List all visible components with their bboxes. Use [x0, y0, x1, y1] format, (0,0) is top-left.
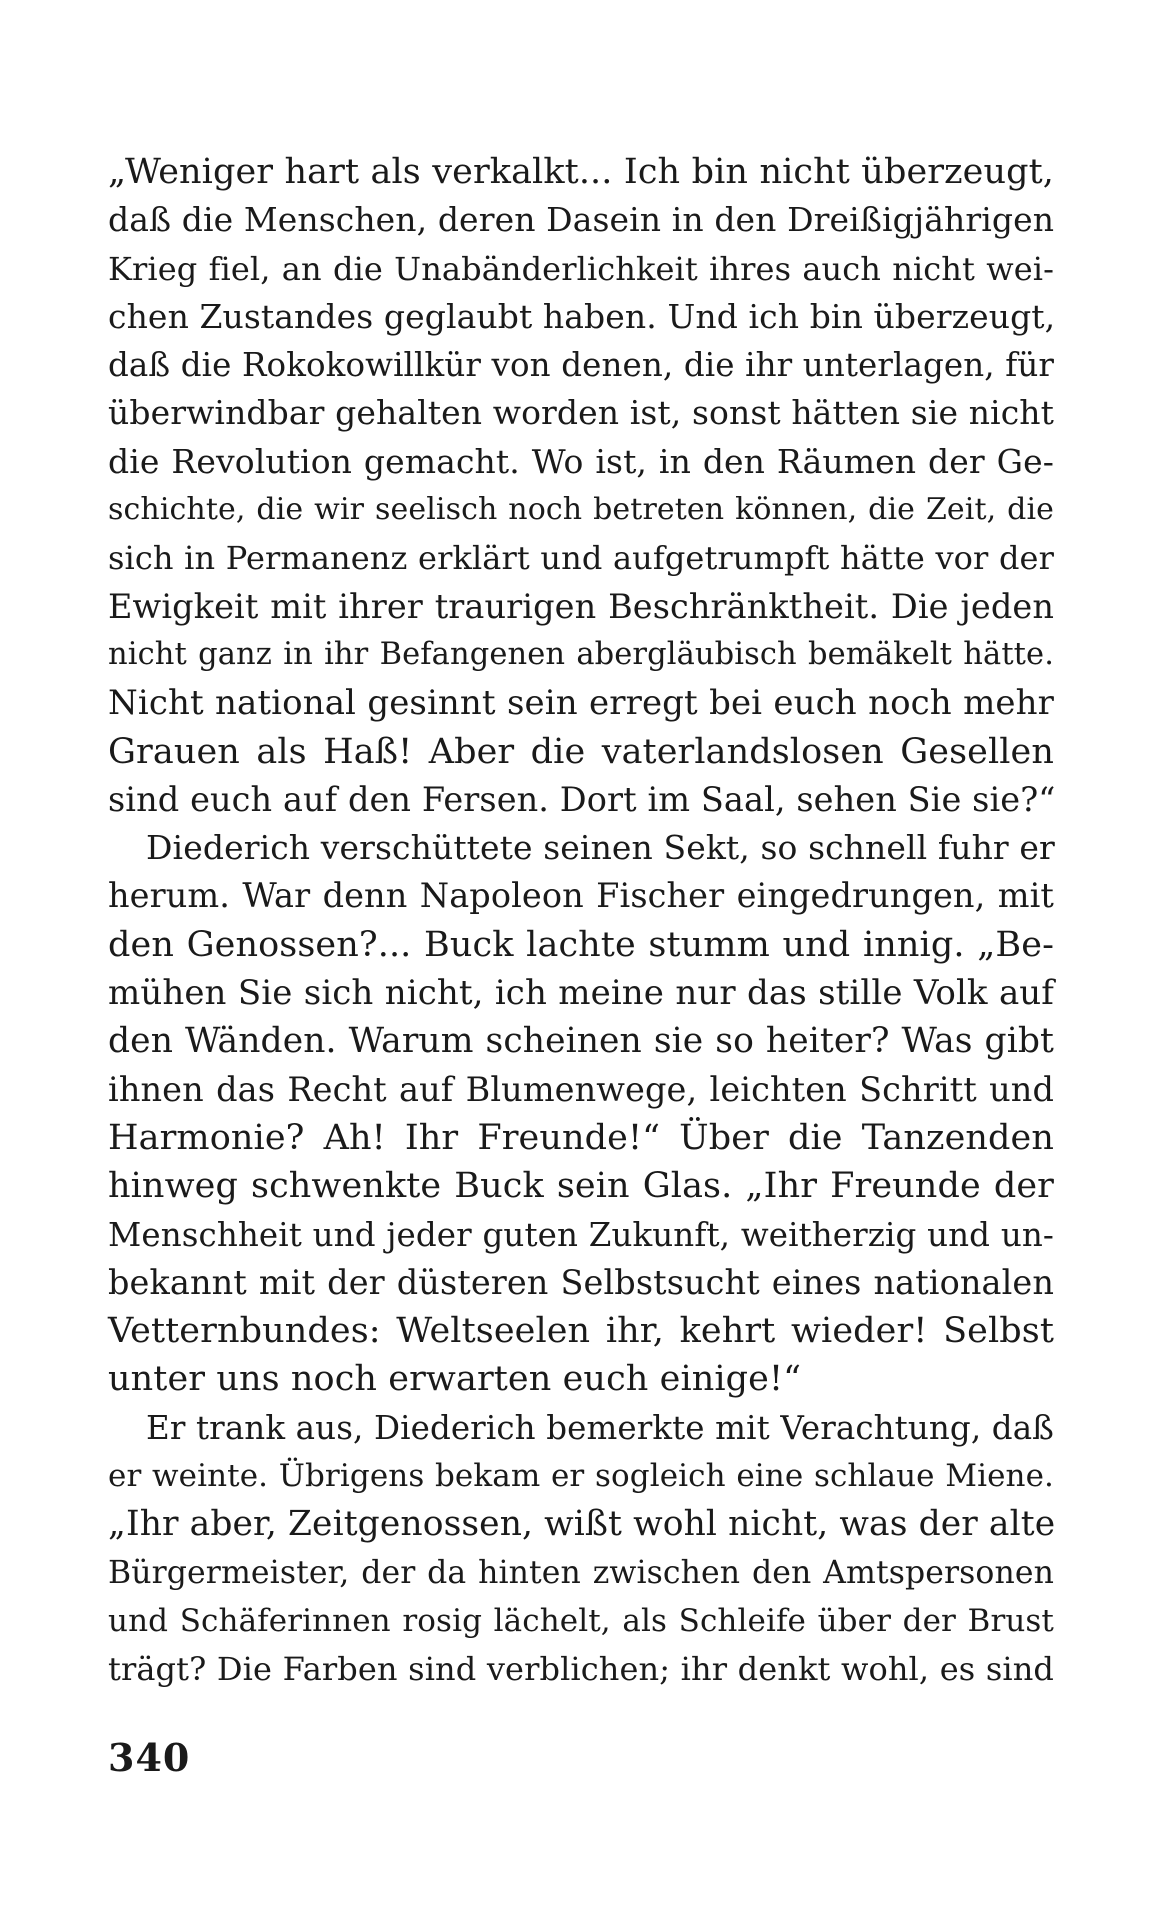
text-line: Nicht national gesinnt sein erregt bei euch noch mehr	[108, 683, 1054, 724]
text-line: hinweg schwenkte Buck sein Glas. „Ihr Freunde der	[108, 1166, 1054, 1207]
text-line: Harmonie? Ah! Ihr Freunde!“ Über die Tanzenden	[108, 1117, 1054, 1158]
text-line: den Wänden. Warum scheinen sie so heiter? Was gibt	[108, 1021, 1054, 1062]
text-line: trägt? Die Farben sind verblichen; ihr denkt wohl, es sind	[108, 1650, 1054, 1689]
text-line: Er trank aus, Diederich bemerkte mit Verachtung, daß	[146, 1408, 1054, 1447]
text-line: unter uns noch erwarten euch einige!“	[108, 1359, 802, 1400]
text-line: er weinte. Übrigens bekam er sogleich eine schlaue Miene.	[108, 1458, 1054, 1495]
body-text	[108, 148, 1054, 1694]
text-line: sich in Permanenz erklärt und aufgetrumpft hätte vor der	[108, 539, 1054, 578]
text-line: überwindbar gehalten worden ist, sonst hätten sie nicht	[108, 393, 1054, 433]
text-line: Bürgermeister, der da hinten zwischen den Amtspersonen	[108, 1554, 1054, 1591]
text-line: herum. War denn Napoleon Fischer eingedrungen, mit	[108, 876, 1054, 916]
text-line: nicht ganz in ihr Befangenen abergläubisch bemäkelt hätte.	[108, 636, 1054, 672]
text-line: mühen Sie sich nicht, ich meine nur das stille Volk auf	[108, 973, 1054, 1014]
text-line: „Ihr aber, Zeitgenossen, wißt wohl nicht, was der alte	[108, 1504, 1056, 1545]
text-line: Ewigkeit mit ihrer traurigen Beschränktheit. Die jeden	[108, 586, 1054, 626]
text-line: daß die Rokokowillkür von denen, die ihr unterlagen, für	[108, 346, 1054, 385]
text-line: Grauen als Haß! Aber die vaterlandslosen Gesellen	[108, 731, 1054, 772]
text-line: den Genossen?... Buck lachte stumm und innig. „Be-	[108, 924, 1054, 965]
text-line: sind euch auf den Fersen. Dort im Saal, sehen Sie sie?“	[108, 779, 1056, 819]
text-line: Vetternbundes: Weltseelen ihr, kehrt wieder! Selbst	[108, 1311, 1054, 1352]
text-line: und Schäferinnen rosig lächelt, als Schleife über der Brust	[108, 1602, 1054, 1639]
text-line: „Weniger hart als verkalkt... Ich bin nicht überzeugt,	[108, 152, 1054, 192]
text-line: Menschheit und jeder guten Zukunft, weitherzig und un-	[108, 1215, 1054, 1254]
text-line: daß die Menschen, deren Dasein in den Dreißigjährigen	[108, 200, 1055, 240]
text-line: chen Zustandes geglaubt haben. Und ich bin überzeugt,	[108, 296, 1056, 336]
text-line: die Revolution gemacht. Wo ist, in den Räumen der Ge-	[108, 441, 1054, 481]
text-line: bekannt mit der düsteren Selbstsucht eines nationalen	[108, 1262, 1054, 1302]
page-number: 340	[108, 1735, 191, 1780]
text-line: Krieg fiel, an die Unabänderlichkeit ihres auch nicht wei-	[108, 249, 1054, 288]
text-line: ihnen das Recht auf Blumenwege, leichten Schritt und	[108, 1069, 1054, 1109]
text-line: Diederich verschüttete seinen Sekt, so schnell fuhr er	[146, 828, 1055, 868]
text-line: schichte, die wir seelisch noch betreten können, die Zeit, die	[108, 492, 1054, 528]
